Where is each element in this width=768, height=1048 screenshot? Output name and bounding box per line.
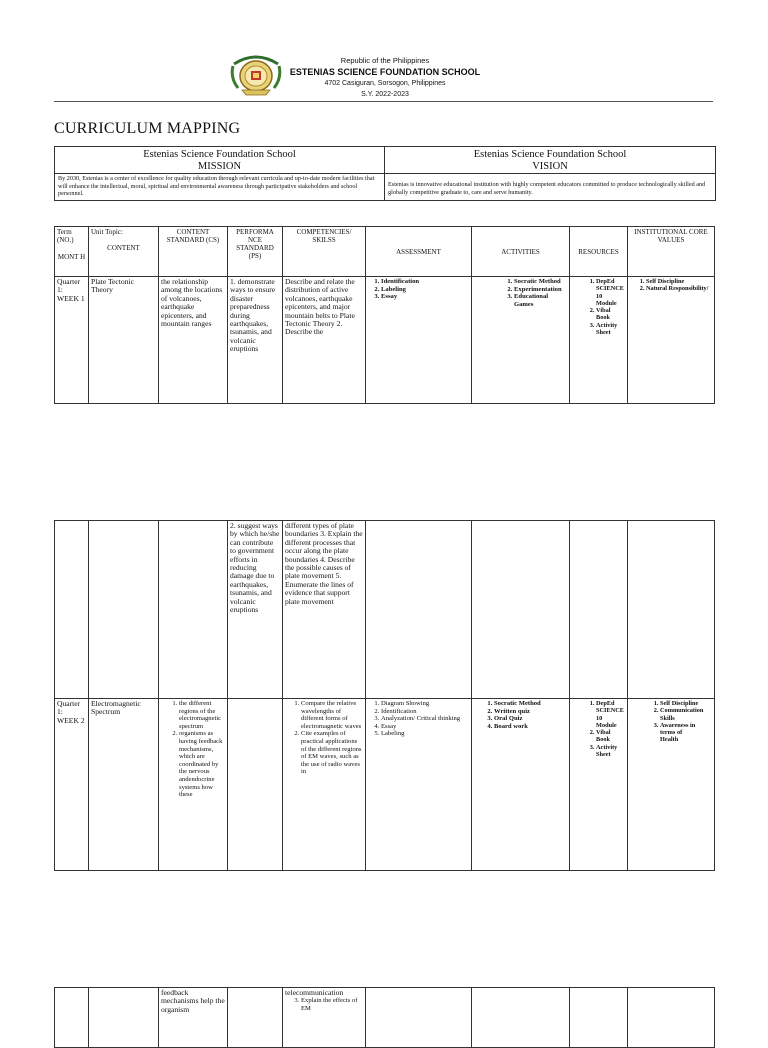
term-label: Term (NO.) (57, 228, 74, 244)
core-value-item: 1. Self Discipline (660, 700, 700, 707)
resource-item: 3. Activity Sheet (596, 744, 618, 759)
resource-item: 2. Vibal Book (596, 729, 618, 744)
content-standard-cell (159, 521, 228, 699)
activity-item: 3. Oral Quiz (494, 715, 567, 723)
school-year: S.Y. 2022-2023 (361, 91, 409, 98)
assessment-cell (366, 699, 472, 871)
content-standard-cell: the relationship among the locations of volcanoes, earthquake epicenters, and mountain ranges (159, 277, 228, 404)
term-cell: Quarter 1: WEEK 1 (55, 277, 89, 404)
mission-vision-table (54, 146, 716, 201)
page-title: CURRICULUM MAPPING (54, 120, 241, 137)
assessment-item: 2. Identification (381, 708, 469, 716)
content-standard-cell (159, 699, 228, 871)
activity-item: 1. Socratic Method (514, 278, 567, 286)
activities-cell (472, 521, 570, 699)
term-cell (55, 988, 89, 1048)
assessment-item: 4. Essay (381, 723, 469, 731)
core-values-cell (628, 988, 715, 1048)
activities-cell (472, 277, 570, 404)
curriculum-table-page-3 (54, 987, 715, 1048)
resources-cell (570, 988, 628, 1048)
competency-continuation: telecommunication (285, 988, 344, 997)
mission-label: MISSION (197, 160, 242, 172)
core-value-item: 2. Natural Responsibility/ (646, 285, 712, 292)
header-core-values: INSTITUTIONAL CORE VALUES (628, 227, 715, 277)
header-competencies: COMPETENCIES/ SKILSS (283, 227, 366, 277)
header-term (55, 227, 89, 277)
curriculum-table-page-2 (54, 520, 715, 871)
activity-item: 2. Experimentation (514, 286, 567, 294)
mission-school-name: Estenias Science Foundation School (143, 149, 296, 160)
content-standard-cell: feedback mechanisms help the organism (159, 988, 228, 1048)
performance-standard-cell (228, 988, 283, 1048)
core-values-cell (628, 521, 715, 699)
school-name: ESTENIAS SCIENCE FOUNDATION SCHOOL (289, 67, 481, 77)
core-value-item: 2. Communication Skills (660, 707, 700, 722)
resources-cell (570, 521, 628, 699)
header-content (89, 227, 159, 277)
school-address: 4702 Casiguran, Sorsogon, Philippines (324, 80, 446, 87)
assessment-item: 2. Labeling (381, 286, 469, 294)
month-label: MONT H (57, 253, 86, 261)
content-cell: Plate Tectonic Theory (89, 277, 159, 404)
vision-school-name: Estenias Science Foundation School (473, 149, 627, 160)
term-cell: Quarter 1: WEEK 2 (55, 699, 89, 871)
content-standard-item: 1. the different regions of the electromagnetic spectrum (179, 700, 225, 730)
assessment-item: 5. Labeling (381, 730, 469, 738)
resource-item: 1. DepEd SCIENCE 10 Module (596, 278, 618, 307)
content-cell: Electromagnetic Spectrum (89, 699, 159, 871)
competency-item: 1. Compare the relative wavelengths of different forms of electromagnetic waves (301, 700, 363, 730)
activity-item: 3. Educational Games (514, 293, 567, 308)
competencies-cell: different types of plate boundaries 3. Explain the different processes that occur along the plate boundaries 4. Describe the possible causes of plate movement 5. Enumerate the lines of evidence that support plate movement (283, 521, 366, 699)
competencies-cell (283, 699, 366, 871)
header-assessment: ASSESSMENT (366, 227, 472, 277)
performance-standard-cell: 1. demonstrate ways to ensure disaster preparedness during earthquakes, tsunamis, and volcanic eruptions (228, 277, 283, 404)
school-header (260, 55, 510, 100)
assessment-item: 1. Identification (381, 278, 469, 286)
vision-label: VISION (532, 160, 568, 172)
vision-text: Estenias is innovative educational institution with highly competent educators committed to produce technologically skilled and globally competitive graduate to, care and serve humanity. (385, 174, 716, 201)
term-cell (55, 521, 89, 699)
activity-item: 2. Written quiz (494, 708, 567, 716)
vision-header (385, 147, 716, 174)
content-label: CONTENT (107, 244, 140, 252)
competencies-cell (283, 988, 366, 1048)
content-cell (89, 521, 159, 699)
header-resources: RESOURCES (570, 227, 628, 277)
competency-item: 3. Explain the effects of EM (301, 997, 363, 1012)
core-value-item: 3. Awareness in terms of Health (660, 722, 700, 744)
content-standard-item: 2. organisms as having feedback mechanisms, which are coordinated by the nervous andendocrine systems how these (179, 730, 225, 798)
header-divider (54, 101, 713, 102)
unit-topic-label: Unit Topic: (91, 228, 123, 236)
assessment-cell (366, 521, 472, 699)
resource-item: 1. DepEd SCIENCE 10 Module (596, 700, 618, 729)
header-activities: ACTIVITIES (472, 227, 570, 277)
assessment-item: 3. Analyzation/ Critical thinking (381, 715, 469, 723)
performance-standard-cell: 2. suggest ways by which he/she can contribute to government efforts in reducing damage due to earthquakes, tsunamis, and volcanic eruptions (228, 521, 283, 699)
assessment-item: 1. Diagram Showing (381, 700, 469, 708)
resources-cell (570, 277, 628, 404)
header-content-standard: CONTENT STANDARD (CS) (159, 227, 228, 277)
curriculum-table-page-1 (54, 226, 715, 404)
assessment-cell (366, 277, 472, 404)
assessment-item: 3. Essay (381, 293, 469, 301)
resource-item: 2. Vibal Book (596, 307, 618, 322)
header-performance-standard: PERFORMA NCE STANDARD (PS) (228, 227, 283, 277)
competencies-cell: Describe and relate the distribution of active volcanoes, earthquake epicenters, and major mountain belts to Plate Tectonic Theory 2. Describe the (283, 277, 366, 404)
competency-item: 2. Cite examples of practical applications of the different regions of EM waves, such as the use of radio waves in (301, 730, 363, 776)
mission-text: By 2030, Estenias is a center of excellence for quality education through relevant curricula and up-to-date modern facilities that will enhance the intellectual, moral, spiritual and environmental awareness through participative stakeholders and school personnel. (55, 174, 385, 201)
core-values-cell (628, 277, 715, 404)
resource-item: 3. Activity Sheet (596, 322, 618, 337)
activities-cell (472, 699, 570, 871)
resources-cell (570, 699, 628, 871)
activities-cell (472, 988, 570, 1048)
core-values-cell (628, 699, 715, 871)
activity-item: 1. Socratic Method (494, 700, 567, 708)
activity-item: 4. Board work (494, 723, 567, 731)
performance-standard-cell (228, 699, 283, 871)
content-cell (89, 988, 159, 1048)
core-value-item: 1. Self Discipline (646, 278, 712, 285)
mission-header (55, 147, 385, 174)
assessment-cell (366, 988, 472, 1048)
republic-line: Republic of the Philippines (340, 56, 430, 65)
